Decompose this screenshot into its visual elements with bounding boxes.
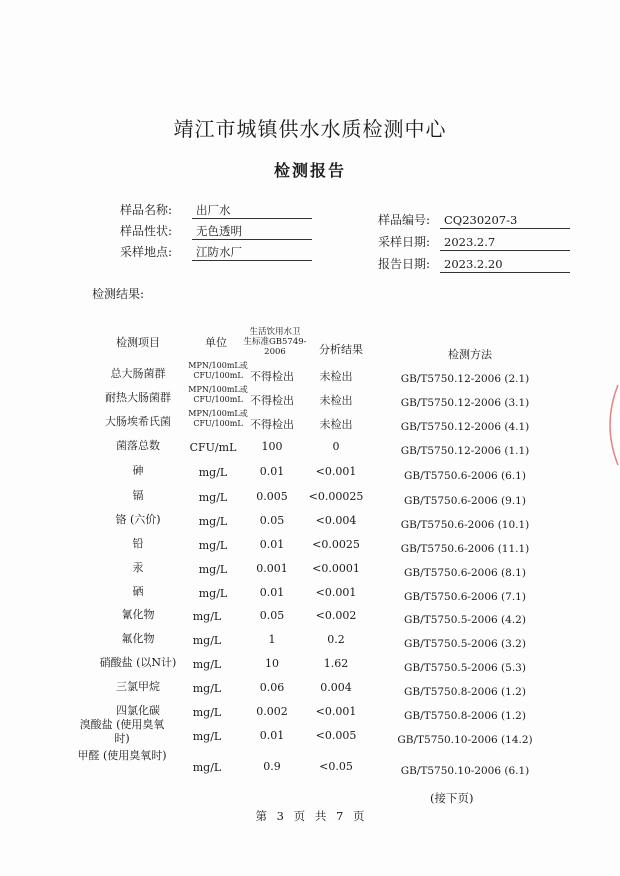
row-item: 溴酸盐 (使用臭氧时)	[79, 718, 165, 745]
row-unit: mg/L	[192, 761, 222, 774]
sample-no-value: CQ230207-3	[440, 213, 570, 229]
row-method: GB/T5750.5-2006 (4.2)	[404, 614, 526, 626]
row-result: <0.002	[315, 609, 357, 622]
row-standard: 0.06	[259, 681, 285, 694]
header-standard-line3: 2006	[264, 347, 286, 357]
row-item: 甲醛 (使用臭氧时)	[77, 749, 167, 762]
organization-name: 靖江市城镇供水水质检测中心	[173, 117, 447, 141]
row-method: GB/T5750.12-2006 (2.1)	[400, 373, 530, 385]
results-label: 检测结果:	[92, 287, 145, 301]
row-method: GB/T5750.6-2006 (7.1)	[404, 591, 526, 603]
row-unit: MPN/100mL或 CFU/100mL	[188, 409, 248, 428]
row-result: <0.0025	[312, 538, 360, 551]
sample-name-value: 出厂水	[192, 203, 312, 219]
row-standard: 0.01	[259, 586, 285, 599]
row-standard: 0.001	[256, 562, 288, 575]
row-result: <0.05	[319, 760, 353, 773]
row-method: GB/T5750.12-2006 (3.1)	[400, 397, 530, 409]
sampling-site-label: 采样地点:	[120, 245, 173, 259]
row-result: 未检出	[319, 394, 353, 407]
row-unit: mg/L	[198, 491, 228, 504]
header-standard	[240, 327, 310, 357]
report-title: 检测报告	[273, 161, 346, 180]
row-result: 未检出	[319, 370, 353, 383]
continued-note: (接下页)	[430, 791, 474, 805]
row-item: 铅	[132, 537, 144, 550]
sample-name-label: 样品名称:	[120, 203, 173, 217]
row-item: 氰化物	[121, 608, 155, 621]
row-standard: 0.01	[259, 729, 285, 742]
row-standard: 0.01	[259, 538, 285, 551]
sample-nature-value: 无色透明	[192, 224, 312, 240]
report-date-value: 2023.2.20	[440, 257, 570, 273]
row-unit: mg/L	[192, 682, 222, 695]
row-result: <0.005	[315, 729, 357, 742]
seal-stamp-fragment	[600, 380, 620, 470]
row-item: 总大肠菌群	[110, 367, 166, 380]
row-item: 硒	[132, 585, 144, 598]
row-method: GB/T5750.6-2006 (10.1)	[400, 519, 530, 531]
row-standard: 0.05	[259, 609, 285, 622]
row-method: GB/T5750.6-2006 (6.1)	[404, 470, 526, 482]
row-standard: 100	[261, 440, 283, 453]
row-item: 镉	[132, 489, 144, 502]
row-result: <0.004	[315, 514, 357, 527]
row-unit: mg/L	[198, 515, 228, 528]
row-result: <0.001	[315, 705, 357, 718]
row-result: 0.004	[320, 681, 352, 694]
row-method: GB/T5750.12-2006 (4.1)	[400, 421, 530, 433]
row-method: GB/T5750.5-2006 (5.3)	[404, 662, 526, 674]
row-result: <0.00025	[308, 490, 364, 503]
row-unit: mg/L	[198, 466, 228, 479]
row-unit: mg/L	[198, 563, 228, 576]
row-item: 铬 (六价)	[115, 513, 161, 526]
row-unit: MPN/100mL或 CFU/100mL	[188, 361, 248, 380]
row-result: 0	[332, 440, 340, 453]
row-result: 1.62	[323, 657, 349, 670]
row-item: 菌落总数	[116, 439, 160, 452]
row-method: GB/T5750.6-2006 (11.1)	[400, 543, 530, 555]
row-unit: MPN/100mL或 CFU/100mL	[188, 385, 248, 404]
row-unit: mg/L	[198, 539, 228, 552]
row-standard: 0.01	[259, 465, 285, 478]
row-standard: 不得检出	[250, 418, 294, 431]
page-footer: 第 3 页 共 7 页	[255, 809, 365, 823]
row-unit: mg/L	[192, 610, 222, 623]
row-result: <0.001	[315, 586, 357, 599]
row-unit: mg/L	[192, 730, 222, 743]
sample-no-label: 样品编号:	[378, 213, 431, 227]
header-method: 检测方法	[448, 348, 492, 361]
report-date-label: 报告日期:	[378, 257, 431, 271]
row-method: GB/T5750.6-2006 (8.1)	[404, 567, 526, 579]
row-item: 硝酸盐 (以N计)	[99, 656, 177, 669]
row-result: <0.001	[315, 465, 357, 478]
row-unit: CFU/mL	[189, 441, 237, 454]
row-standard: 0.05	[259, 514, 285, 527]
header-result: 分析结果	[319, 343, 363, 356]
header-item: 检测项目	[116, 336, 160, 349]
row-unit: mg/L	[192, 634, 222, 647]
row-standard: 0.005	[256, 490, 288, 503]
row-result: 0.2	[327, 633, 345, 646]
row-item: 耐热大肠菌群	[105, 391, 171, 404]
row-unit: mg/L	[198, 587, 228, 600]
row-result: 未检出	[319, 418, 353, 431]
row-standard: 0.002	[256, 705, 288, 718]
row-item: 汞	[132, 561, 144, 574]
row-item: 大肠埃希氏菌	[105, 415, 171, 428]
row-standard: 不得检出	[250, 370, 294, 383]
header-standard-line1: 生活饮用水卫	[249, 327, 301, 337]
row-method: GB/T5750.10-2006 (6.1)	[400, 765, 530, 777]
row-item: 四氯化碳	[116, 704, 160, 717]
sampling-date-value: 2023.2.7	[440, 235, 570, 251]
row-unit: mg/L	[192, 706, 222, 719]
row-method: GB/T5750.8-2006 (1.2)	[404, 686, 526, 698]
header-standard-line2: 生标准GB5749-	[243, 337, 307, 347]
header-unit: 单位	[205, 336, 227, 349]
row-standard: 不得检出	[250, 394, 294, 407]
row-method: GB/T5750.8-2006 (1.2)	[404, 710, 526, 722]
sampling-date-label: 采样日期:	[378, 235, 431, 249]
row-standard: 0.9	[263, 760, 281, 773]
row-item: 氟化物	[121, 632, 155, 645]
row-method: GB/T5750.12-2006 (1.1)	[400, 445, 530, 457]
row-method: GB/T5750.10-2006 (14.2)	[397, 734, 533, 746]
sample-nature-label: 样品性状:	[120, 224, 173, 238]
row-item: 三氯甲烷	[116, 680, 160, 693]
row-standard: 1	[268, 633, 276, 646]
row-method: GB/T5750.5-2006 (3.2)	[404, 638, 526, 650]
row-unit: mg/L	[192, 658, 222, 671]
row-result: <0.0001	[312, 562, 360, 575]
row-item: 砷	[132, 464, 144, 477]
sampling-site-value: 江防水厂	[192, 245, 312, 261]
row-method: GB/T5750.6-2006 (9.1)	[404, 495, 526, 507]
row-standard: 10	[265, 657, 279, 670]
